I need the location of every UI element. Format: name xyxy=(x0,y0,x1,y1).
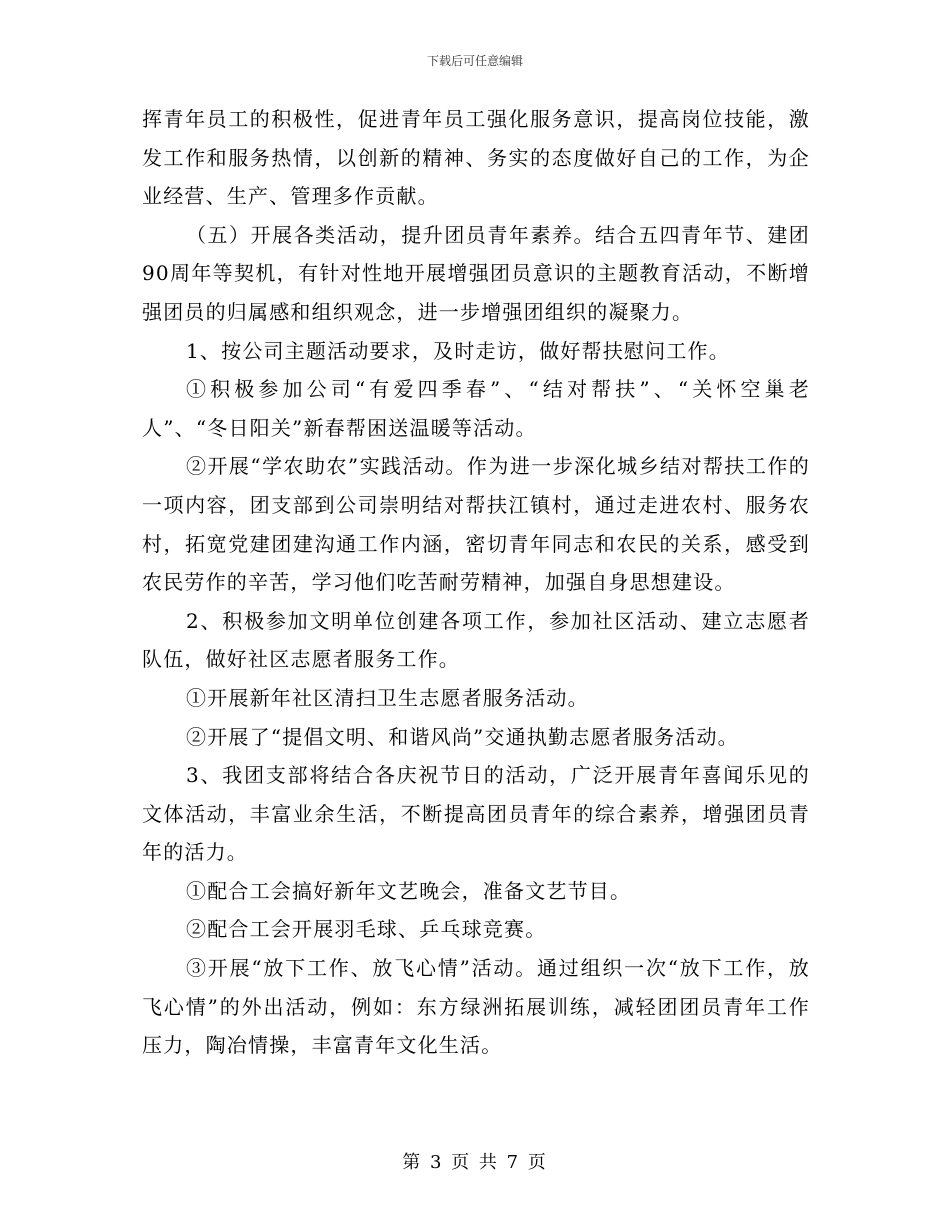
paragraph-item-3-sub-3: ③开展“放下工作、放飞心情”活动。通过组织一次“放下工作，放飞心情”的外出活动，例如：东方绿洲拓展训练，减轻团团员青年工作压力，陶冶情操，丰富青年文化生活。 xyxy=(142,956,810,1058)
paragraph-item-1-sub-2: ②开展“学农助农”实践活动。作为进一步深化城乡结对帮扶工作的一项内容，团支部到公司崇明结对帮扶江镇村，通过走进农村、服务农村，拓宽党建团建沟通工作内涵，密切青年同志和农民的关系，感受到农民劳作的辛苦，学习他们吃苦耐劳精神，加强自身思想建设。 xyxy=(142,454,810,595)
paragraph-item-3-sub-2: ②配合工会开展羽毛球、乒乓球竞赛。 xyxy=(186,917,547,942)
paragraph-item-2: 2、积极参加文明单位创建各项工作，参加社区活动、建立志愿者队伍，做好社区志愿者服务工作。 xyxy=(142,608,810,672)
paragraph-section-five: （五）开展各类活动，提升团员青年素养。结合五四青年节、建团90周年等契机，有针对性地开展增强团员意识的主题教育活动，不断增强团员的归属感和组织观念，进一步增强团组织的凝聚力。 xyxy=(142,222,810,324)
paragraph-continuation: 挥青年员工的积极性，促进青年员工强化服务意识，提高岗位技能，激发工作和服务热情，以创新的精神、务实的态度做好自己的工作，为企业经营、生产、管理多作贡献。 xyxy=(142,107,810,209)
page-header-note: 下载后可任意编辑 xyxy=(426,54,523,68)
document-body xyxy=(142,100,810,1065)
page-number: 第 3 页 共 7 页 xyxy=(402,1152,548,1173)
paragraph-item-2-sub-1: ①开展新年社区清扫卫生志愿者服务活动。 xyxy=(186,685,589,710)
paragraph-item-3: 3、我团支部将结合各庆祝节日的活动，广泛开展青年喜闻乐见的文体活动，丰富业余生活，不断提高团员青年的综合素养，增强团员青年的活力。 xyxy=(142,763,810,865)
paragraph-item-2-sub-2: ②开展了“提倡文明、和谐风尚”交通执勤志愿者服务活动。 xyxy=(186,724,739,749)
paragraph-item-3-sub-1: ①配合工会搞好新年文艺晚会，准备文艺节目。 xyxy=(186,878,632,903)
paragraph-item-1: 1、按公司主题活动要求，及时走访，做好帮扶慰问工作。 xyxy=(186,338,730,363)
paragraph-item-1-sub-1: ①积极参加公司“有爱四季春”、“结对帮扶”、“关怀空巢老人”、“冬日阳关”新春帮困送温暖等活动。 xyxy=(142,377,810,440)
